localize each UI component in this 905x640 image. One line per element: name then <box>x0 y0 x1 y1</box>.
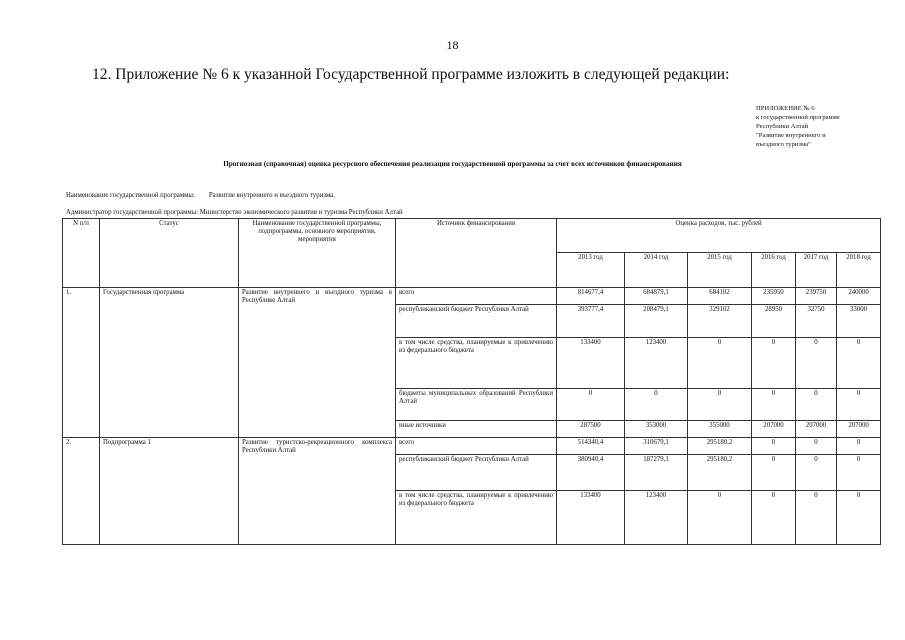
row-source: бюджеты муниципальных образований Республики Алтай <box>396 389 557 421</box>
row-source: республиканский бюджет Республики Алтай <box>396 305 557 338</box>
header-year: 2018 год <box>837 253 881 288</box>
row-value: 208479,1 <box>625 305 688 338</box>
row-value: 0 <box>796 389 837 421</box>
row-value: 207000 <box>796 421 837 438</box>
row-value: 0 <box>837 491 881 545</box>
row-value: 0 <box>837 455 881 491</box>
row-value: 123400 <box>625 491 688 545</box>
page-heading: 12. Приложение № 6 к указанной Государственной программе изложить в следующей редакции: <box>92 66 730 83</box>
row-value: 329102 <box>688 305 752 338</box>
program-name-label: Наименование государственной программы: <box>66 192 195 199</box>
appendix-note-line: "Развитие внутреннего и <box>756 132 826 139</box>
row-value: 814677,4 <box>557 288 625 305</box>
row-value: 207000 <box>752 421 796 438</box>
finance-table <box>62 218 881 545</box>
row-source: республиканский бюджет Республики Алтай <box>396 455 557 491</box>
row-value: 0 <box>557 389 625 421</box>
row-value: 0 <box>752 455 796 491</box>
row-value: 0 <box>796 491 837 545</box>
page-number: 18 <box>446 38 459 52</box>
row-value: 355000 <box>688 421 752 438</box>
row-value: 0 <box>688 338 752 389</box>
table-row <box>63 438 881 455</box>
row-source: всего <box>396 438 557 455</box>
row-value: 0 <box>688 389 752 421</box>
appendix-note-line: Республики Алтай <box>756 123 809 130</box>
document-title: Прогнозная (справочная) оценка ресурсного обеспечения реализации государственной программы за счет всех источников финансирования <box>223 160 682 168</box>
row-value: 0 <box>796 455 837 491</box>
row-value: 0 <box>752 389 796 421</box>
row-value: 0 <box>796 438 837 455</box>
row-value: 0 <box>752 338 796 389</box>
row-value: 239750 <box>796 288 837 305</box>
row-value: 32750 <box>796 305 837 338</box>
row-value: 0 <box>625 389 688 421</box>
row-value: 295180,2 <box>688 455 752 491</box>
header-name: Наименование государственной программы, подпрограммы, основного мероприятия, мероприятия <box>239 219 396 288</box>
header-num: N п/п <box>63 219 100 288</box>
row-value: 684102 <box>688 288 752 305</box>
header-year: 2013 год <box>557 253 625 288</box>
row-value: 0 <box>837 389 881 421</box>
row-value: 0 <box>752 438 796 455</box>
row-name: Развитие туристско-рекреационного комплекса Республики Алтай <box>239 438 396 545</box>
appendix-note <box>756 104 896 149</box>
header-year: 2016 год <box>752 253 796 288</box>
header-source: Источник финансирования <box>396 219 557 288</box>
header-year: 2014 год <box>625 253 688 288</box>
row-value: 33000 <box>837 305 881 338</box>
row-value: 310679,1 <box>625 438 688 455</box>
row-value: 0 <box>837 338 881 389</box>
row-number: 1. <box>63 288 100 438</box>
row-value: 123400 <box>625 338 688 389</box>
row-value: 514340,4 <box>557 438 625 455</box>
row-source: иные источники <box>396 421 557 438</box>
row-value: 0 <box>796 338 837 389</box>
row-value: 28950 <box>752 305 796 338</box>
row-value: 187279,1 <box>625 455 688 491</box>
row-value: 380940,4 <box>557 455 625 491</box>
row-status: Подпрограмма 1 <box>100 438 239 545</box>
row-status: Государственная программа <box>100 288 239 438</box>
row-value: 0 <box>752 491 796 545</box>
row-value: 295180,2 <box>688 438 752 455</box>
row-value: 353000 <box>625 421 688 438</box>
row-value: 0 <box>688 491 752 545</box>
program-name-line <box>66 192 335 199</box>
header-year: 2015 год <box>688 253 752 288</box>
row-source: всего <box>396 288 557 305</box>
header-year: 2017 год <box>796 253 837 288</box>
row-source: в том числе средства, планируемые к привлечению из федерального бюджета <box>396 491 557 545</box>
table-row <box>63 288 881 305</box>
header-status: Статус <box>100 219 239 288</box>
row-value: 240000 <box>837 288 881 305</box>
row-value: 0 <box>837 438 881 455</box>
row-name: Развитие внутреннего и въездного туризма в Республике Алтай <box>239 288 396 438</box>
row-value: 207000 <box>837 421 881 438</box>
row-value: 133400 <box>557 491 625 545</box>
appendix-note-line: ПРИЛОЖЕНИЕ № 6 <box>756 105 815 112</box>
program-name-value: Развитие внутреннего и въездного туризма. <box>208 192 335 199</box>
row-value: 235950 <box>752 288 796 305</box>
row-value: 393777,4 <box>557 305 625 338</box>
row-value: 133400 <box>557 338 625 389</box>
row-number: 2. <box>63 438 100 545</box>
header-estimate: Оценка расходов, тыс. рублей <box>557 219 881 253</box>
appendix-note-line: к государственной программе <box>756 114 840 121</box>
appendix-note-line: въездного туризма" <box>756 141 811 148</box>
row-value: 684879,1 <box>625 288 688 305</box>
row-value: 287500 <box>557 421 625 438</box>
row-source: в том числе средства, планируемые к привлечению из федерального бюджета <box>396 338 557 389</box>
administrator-line: Администратор государственной программы: Министерство экономического развития и туризма Республики Алтай <box>66 209 403 216</box>
